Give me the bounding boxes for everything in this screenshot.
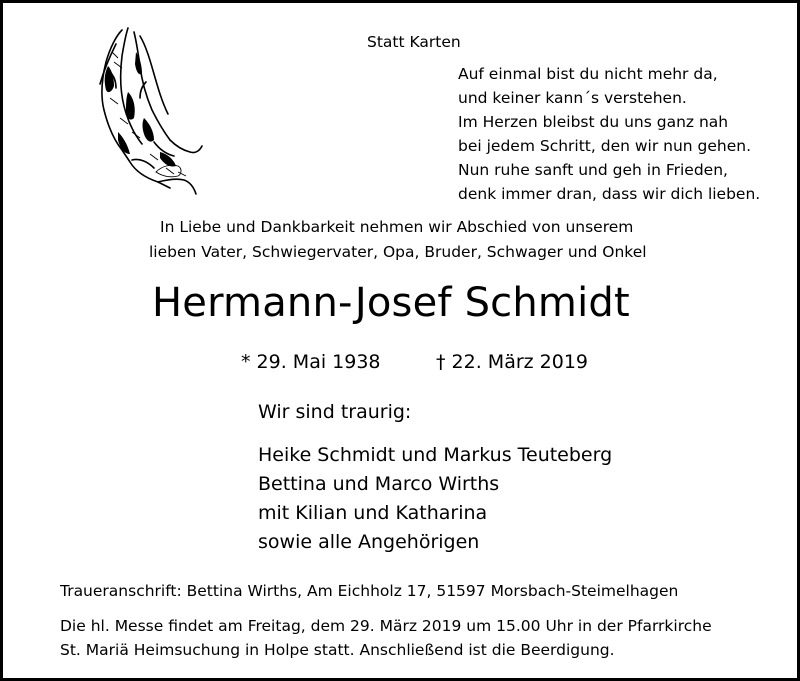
mourners-heading: Wir sind traurig:: [258, 401, 412, 423]
service-info-line: Die hl. Messe findet am Freitag, dem 29. März 2019 um 15.00 Uhr in der Pfarrkirche: [60, 617, 712, 635]
mourner-line: sowie alle Angehörigen: [258, 531, 480, 553]
mourner-line: mit Kilian und Katharina: [258, 502, 488, 524]
poem-line: bei jedem Schritt, den wir nun gehen.: [458, 137, 752, 155]
poem-line: und keiner kann´s verstehen.: [458, 89, 687, 107]
poem-line: Auf einmal bist du nicht mehr da,: [458, 65, 718, 83]
death-date: † 22. März 2019: [436, 351, 589, 373]
poem-line: Nun ruhe sanft und geh in Frieden,: [458, 161, 728, 179]
poem-line: Im Herzen bleibst du uns ganz nah: [458, 113, 729, 131]
poem-line: denk immer dran, dass wir dich lieben.: [458, 185, 761, 203]
intro-line: In Liebe und Dankbarkeit nehmen wir Abschied von unserem: [160, 218, 634, 236]
service-info-line: St. Mariä Heimsuchung in Holpe statt. Anschließend ist die Beerdigung.: [60, 641, 615, 659]
poem: [458, 62, 760, 206]
praying-hands-icon: [70, 22, 210, 197]
statt-karten-label: Statt Karten: [367, 33, 461, 51]
deceased-name: Hermann-Josef Schmidt: [152, 280, 630, 326]
mourning-address: Traueranschrift: Bettina Wirths, Am Eichholz 17, 51597 Morsbach-Steimelhagen: [60, 582, 679, 600]
birth-date: * 29. Mai 1938: [241, 351, 381, 373]
mourner-line: Heike Schmidt und Markus Teuteberg: [258, 444, 613, 466]
intro-line: lieben Vater, Schwiegervater, Opa, Bruder, Schwager und Onkel: [149, 243, 647, 261]
mourner-line: Bettina und Marco Wirths: [258, 473, 500, 495]
mourners-list: [258, 441, 612, 557]
